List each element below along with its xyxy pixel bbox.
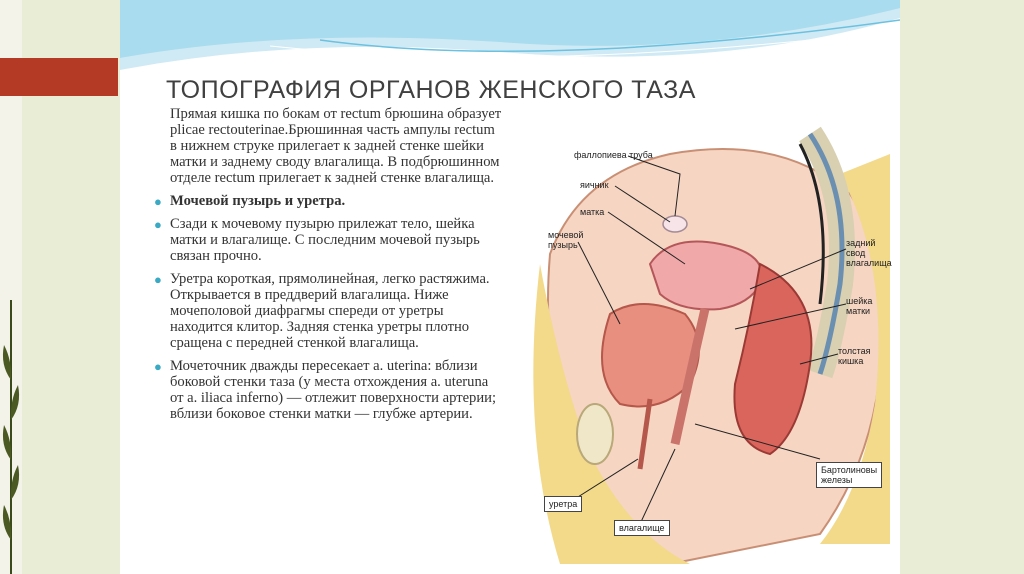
label-cervix: шейка матки (846, 296, 873, 316)
bullet-text: Мочеточник дважды пересекает a. uterina: вблизи боковой стенки таза (у места отхождения a. uteruna от a. iliaca inferno) — отлежит поверхности артерии; вблизи боковое стенки матки — глубже артерии. (170, 358, 497, 422)
slide-body (152, 106, 502, 422)
accent-tab (0, 58, 118, 96)
intro-paragraph: Прямая кишка по бокам от rectum брюшина образует plicae rectouterinae.Брюшинная часть ампулы rectum в нижнем струке прилегает к задней стенке шейки матки и заднему своду влагалища. В подбрюшинном отделе rectum прилегает к задней стенке влагалища. (170, 106, 502, 186)
bullet-item (152, 271, 502, 351)
label-ovary: яичник (580, 180, 609, 190)
label-vagina: влагалище (614, 520, 670, 536)
label-bartholin: Бартолиновы железы (816, 462, 882, 488)
label-posterior-fornix: задний свод влагалища (846, 238, 892, 268)
anatomy-figure (520, 114, 890, 564)
bullet-dot: ● (154, 217, 162, 232)
bullet-text: Сзади к мочевому пузырю прилежат тело, шейка матки и влагалище. С последним мочевой пузырь связан прочно. (170, 216, 480, 264)
slide (120, 0, 900, 574)
label-fallopian-tube: фаллопиева труба (574, 150, 653, 160)
page-title: ТОПОГРАФИЯ ОРГАНОВ ЖЕНСКОГО ТАЗА (166, 76, 696, 104)
label-colon: толстая кишка (838, 346, 871, 366)
bullet-text: Уретра короткая, прямолинейная, легко растяжима. Открывается в преддверий влагалища. Ниже мочеполовой диафрагмы спереди от уретры находится клитор. Задняя стенка уретры плотно сращена с передней стенкой влагалища. (170, 271, 490, 351)
header-waves (120, 0, 900, 80)
bullet-dot: ● (154, 359, 162, 374)
label-bladder: мочевой пузырь (548, 230, 584, 250)
bullet-dot: ● (154, 272, 162, 287)
label-uterus: матка (580, 207, 605, 217)
bullet-item (152, 193, 502, 209)
bullet-item (152, 358, 502, 422)
bullet-dot: ● (154, 194, 162, 209)
right-margin (900, 0, 1024, 574)
bullet-text: Мочевой пузырь и уретра. (170, 193, 346, 209)
bullet-item (152, 216, 502, 264)
label-urethra: уретра (544, 496, 582, 512)
